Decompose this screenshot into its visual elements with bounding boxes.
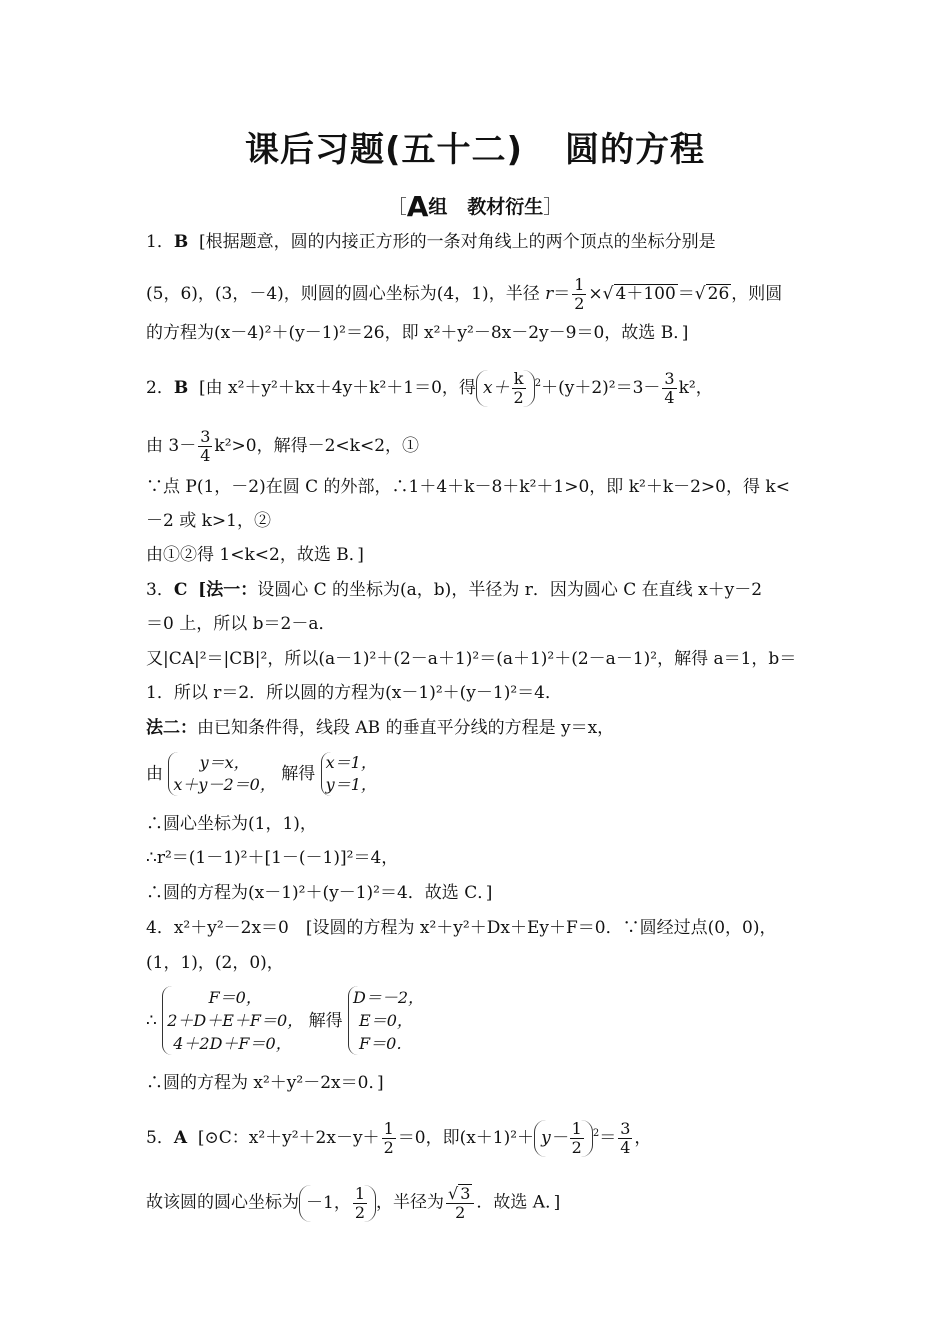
q5-line-1: 5．A [⊙C：x²＋y²＋2x－y＋ $\frac{1}{2}$ ＝0，即(x＋1)²＋ y－ $\frac{1}{2}$ $^2$＝ $\frac{3}{4}$ ， (146, 1119, 652, 1157)
radical: 26 (707, 284, 730, 304)
q2-line-5: 由①②得 1<k<2，故选 B．] (146, 545, 364, 565)
q2-line-4: －2 或 k>1，② (146, 511, 271, 531)
q4-system: ∴ F＝0， 2＋D＋E＋F＝0， 4＋2D＋F＝0， 解得 D＝－2， E＝0， F＝0． (146, 988, 425, 1053)
q3-line-7: ∴圆心坐标为(1，1)， (146, 814, 317, 834)
parenthesis: y－ $\frac{1}{2}$ (534, 1120, 593, 1157)
group-letter: A (406, 190, 429, 223)
q3-answer: C (173, 580, 188, 600)
q3-line-2: ＝0 上，所以 b＝2－a． (146, 614, 336, 634)
page-title (0, 122, 950, 171)
fraction: $\frac{1}{2}$ (574, 275, 585, 313)
q1-answer: B (173, 232, 189, 252)
q2-line-3: ∵点 P(1，－2)在圆 C 的外部，∴1＋4＋k－8＋k²＋1>0，即 k²＋k－2>0，得 k< (146, 477, 790, 497)
title-topic: 圆的方程 (565, 130, 706, 170)
q3-line-5: 法二：由已知条件得，线段 AB 的垂直平分线的方程是 y＝x， (146, 718, 615, 738)
q2-line-2: 由 3－ $\frac{3}{4}$ k²>0，解得－2<k<2，① (146, 427, 420, 465)
q3-line-9: ∴圆的方程为(x－1)²＋(y－1)²＝4．故选 C．] (146, 883, 493, 903)
solution-system: D＝－2， E＝0， F＝0． (348, 986, 424, 1055)
q4-line-4: ∴圆的方程为 x²＋y²－2x＝0．] (146, 1073, 384, 1093)
parenthesis: －1， $\frac{1}{2}$ (299, 1185, 376, 1222)
q1-line-2: (5，6)，(3，－4)，则圆的圆心坐标为(4，1)，半径 r＝ $\frac{1}{2}$ ×√ 4＋100 ＝√ 26 ，则圆 (146, 275, 783, 313)
radical-fraction: $\frac{√ 3}{2}$ (446, 1184, 474, 1222)
solution-system: x＝1， y＝1， (321, 752, 377, 796)
q4-line-2: (1，1)，(2，0)， (146, 953, 284, 973)
q1-line-3: 的方程为(x－4)²＋(y－1)²＝26，即 x²＋y²－8x－2y－9＝0，故选 B．] (146, 323, 689, 343)
group-label: 教材衍生 (467, 196, 544, 218)
q5-answer: A (173, 1128, 188, 1148)
parenthesis: x＋ $\frac{k}{2}$ (476, 370, 535, 407)
q1-line-1: 1．B [根据题意，圆的内接正方形的一条对角线上的两个顶点的坐标分别是 (146, 232, 716, 252)
equation-system: y＝x， x＋y－2＝0， (168, 752, 275, 796)
q2-answer: B (173, 378, 189, 398)
q3-line-1: 3．C [法一：设圆心 C 的坐标为(a，b)，半径为 r．因为圆心 C 在直线 x＋y－2 (146, 580, 763, 600)
q5-line-2: 故该圆的圆心坐标为 －1， $\frac{1}{2}$ ，半径为 $\frac{√ 3}{2}$ ．故选 A．] (146, 1183, 561, 1222)
q3-line-3: 又|CA|²＝|CB|²，所以(a－1)²＋(2－a＋1)²＝(a＋1)²＋(2－a－1)²，解得 a＝1，b＝ (146, 649, 797, 669)
title-number: 课后习题(五十二) (244, 130, 524, 170)
equation-system: F＝0， 2＋D＋E＋F＝0， 4＋2D＋F＝0， (162, 986, 303, 1055)
q2-line-1: 2．B [由 x²＋y²＋kx＋4y＋k²＋1＝0，得 x＋ $\frac{k}{2}$ $^2$＋(y＋2)²＝3－ $\frac{3}{4}$ k²， (146, 369, 713, 407)
q3-line-4: 1．所以 r＝2．所以圆的方程为(x－1)²＋(y－1)²＝4． (146, 683, 562, 703)
q4-line-1: 4．x²＋y²－2x＝0 [设圆的方程为 x²＋y²＋Dx＋Ey＋F＝0．∵圆经过点(0，0)， (146, 918, 777, 938)
q3-system: 由 y＝x， x＋y－2＝0， 解得 x＝1， y＝1， (146, 753, 377, 794)
radical: 4＋100 (615, 284, 676, 304)
q3-line-8: ∴r²＝(1－1)²＋[1－(－1)]²＝4， (146, 848, 399, 868)
group-heading: ［A组 教材衍生］ (387, 190, 563, 223)
